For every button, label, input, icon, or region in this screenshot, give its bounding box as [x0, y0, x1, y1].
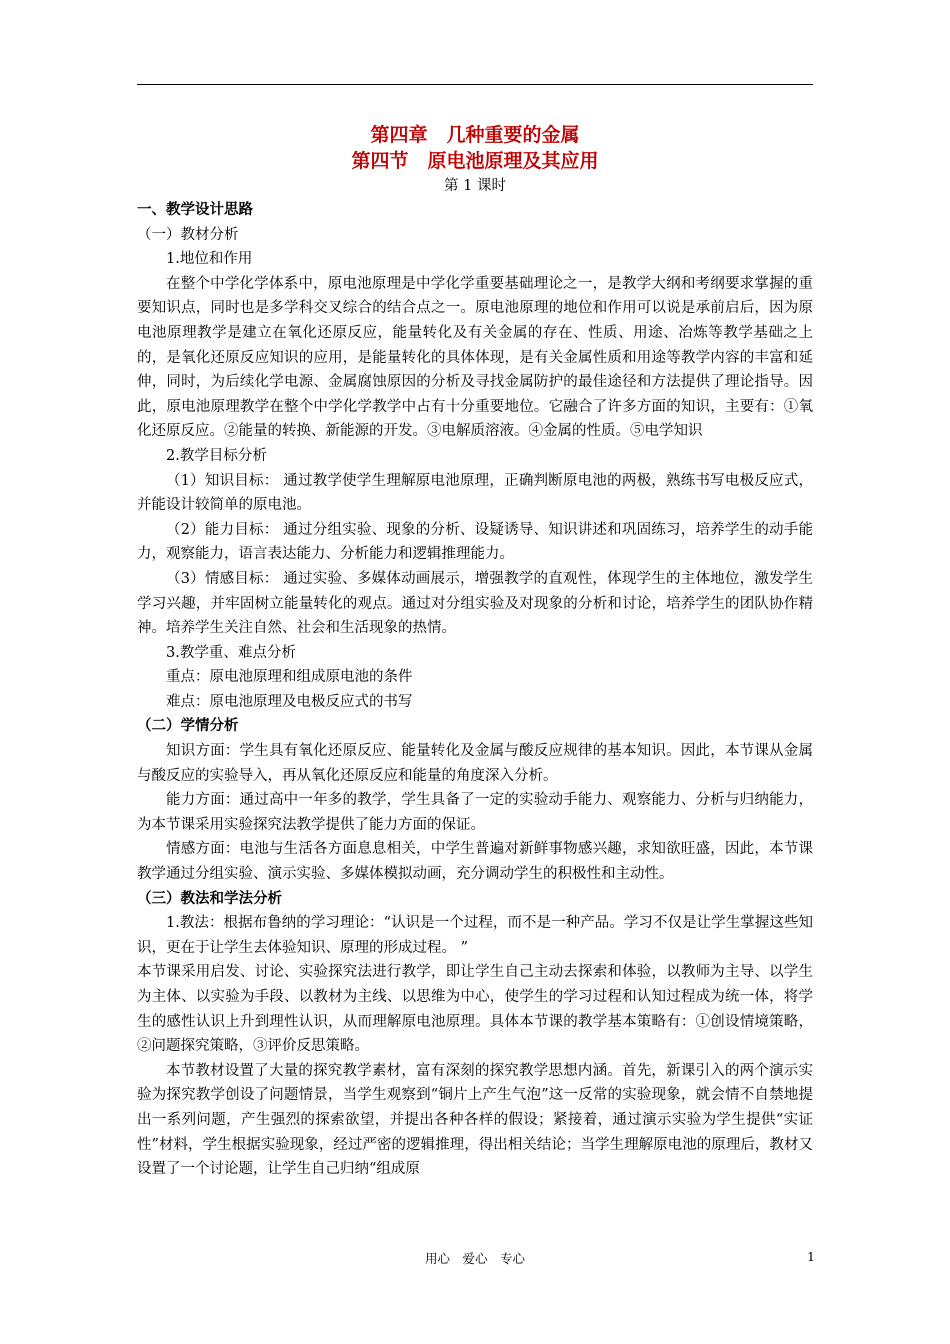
paragraph-method-1: 1.教法：根据布鲁纳的学习理论：“认识是一个过程，而不是一种产品。学习不仅是让学生掌握这些知识，更在于让学生去体验知识、原理的形成过程。 ” — [137, 915, 813, 956]
paragraph-method-2: 本节课采用启发、讨论、实验探究法进行教学，即让学生自己主动去探索和体验，以教师为主导、以学生为主体、以实验为手段、以教材为主线、以思维为中心，使学生的学习过程和认知过程成为统一体，将学生的感性认识上升到理性认识，从而理解原电池原理。具体本节课的教学基本策略有：①创设情境策略，②问题探究策略，③评价反思策略。 — [137, 964, 813, 1055]
header-rule — [137, 84, 813, 85]
heading-design-idea: 一、教学设计思路 — [137, 202, 253, 218]
key-point: 重点：原电池原理和组成原电池的条件 — [166, 669, 413, 686]
document-body — [137, 122, 813, 1182]
paragraph-student-emotion: 情感方面：电池与生活各方面息息相关，中学生普遍对新鲜事物感兴趣，求知欲旺盛，因此，本节课教学通过分组实验、演示实验、多媒体模拟动画，充分调动学生的积极性和主动性。 — [137, 841, 813, 883]
page-number: 1 — [807, 1249, 815, 1264]
section-title: 第四节 原电池原理及其应用 — [351, 150, 599, 172]
paragraph-student-knowledge: 知识方面：学生具有氧化还原反应、能量转化及金属与酸反应规律的基本知识。因此，本节课从金属与酸反应的实验导入，再从氧化还原反应和能量的角度深入分析。 — [137, 743, 813, 784]
heading-position-role: 1.地位和作用 — [166, 251, 253, 268]
heading-teaching-goals: 2.教学目标分析 — [166, 447, 267, 464]
paragraph-student-ability: 能力方面：通过高中一年多的教学，学生具备了一定的实验动手能力、观察能力、分析与归纳能力，为本节课采用实验探究法教学提供了能力方面的保证。 — [137, 792, 813, 833]
paragraph-method-3: 本节教材设置了大量的探究教学素材，富有深刻的探究教学思想内涵。首先，新课引入的两个演示实验为探究教学创设了问题情景，当学生观察到“铜片上产生气泡”这一反常的实验现象，就会情不自禁地提出一系列问题，产生强烈的探索欲望，并提出各种各样的假设；紧接着，通过演示实验为学生提供“实证性”材料，学生根据实验现象，经过严密的逻辑推理，得出相关结论；当学生理解原电池的原理后，教材又设置了一个讨论题，让学生自己归纳“组成原 — [137, 1062, 813, 1178]
paragraph-position-role: 在整个中学化学体系中，原电池原理是中学化学重要基础理论之一，是教学大纲和考纲要求掌握的重要知识点，同时也是多学科交叉综合的结合点之一。原电池原理的地位和作用可以说是承前启后，因为原电池原理教学是建立在氧化还原反应，能量转化及有关金属的存在、性质、用途、冶炼等教学基础之上的，是氧化还原反应知识的应用，是能量转化的具体体现，是有关金属性质和用途等教学内容的丰富和延伸，同时，为后续化学电源、金属腐蚀原因的分析及寻找金属防护的最佳途径和方法提供了理论指导。因此，原电池原理教学在整个中学化学教学中占有十分重要地位。它融合了许多方面的知识，主要有：①氧化还原反应。②能量的转换、新能源的开发。③电解质溶液。④金属的性质。⑤电学知识 — [137, 275, 813, 440]
lesson-label: 第 1 课时 — [444, 178, 506, 194]
chapter-title: 第四章 几种重要的金属 — [370, 124, 580, 146]
heading-student-analysis: （二）学情分析 — [137, 718, 239, 735]
heading-material-analysis: （一）教材分析 — [137, 226, 239, 243]
heading-method-analysis: （三）教法和学法分析 — [137, 890, 282, 907]
paragraph-knowledge-goal: （1）知识目标： 通过教学使学生理解原电池原理，正确判断原电池的两极，熟练书写电极反应式，并能设计较简单的原电池。 — [137, 472, 813, 514]
difficult-point: 难点：原电池原理及电极反应式的书写 — [166, 693, 413, 710]
paragraph-ability-goal: （2）能力目标： 通过分组实验、现象的分析、设疑诱导、知识讲述和巩固练习，培养学生的动手能力，观察能力，语言表达能力、分析能力和逻辑推理能力。 — [137, 521, 813, 563]
page-footer: 用心 爱心 专心 — [424, 1251, 525, 1266]
paragraph-emotion-goal: （3）情感目标： 通过实验、多媒体动画展示，增强教学的直观性，体现学生的主体地位，激发学生学习兴趣，并牢固树立能量转化的观点。通过对分组实验及对现象的分析和讨论，培养学生的团队协作精神。培养学生关注自然、社会和生活现象的热情。 — [137, 570, 813, 637]
heading-key-difficult: 3.教学重、难点分析 — [166, 644, 296, 661]
